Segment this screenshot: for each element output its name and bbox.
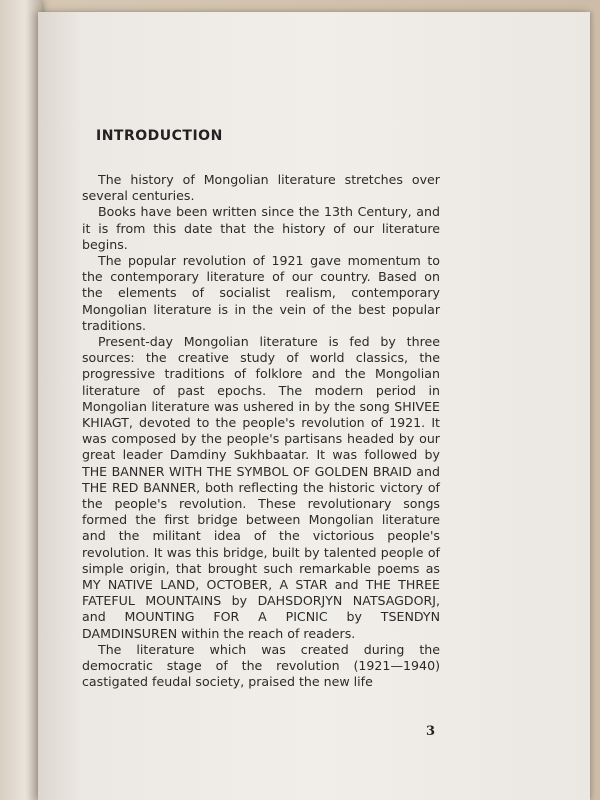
paragraph-5: The literature which was created during the democratic stage of the revolution (1921—1940) castigated feudal society, praised the new life <box>82 641 440 690</box>
paragraph-2: Books have been written since the 13th Century, and it is from this date that the history of our literature begins. <box>82 204 440 252</box>
paragraph-3: The popular revolution of 1921 gave momentum to the contemporary literature of our country. Based on the elements of socialist realism, contemporary Mongolian literature is in the vein of the best popular traditions. <box>82 253 440 333</box>
body-text <box>82 172 440 691</box>
left-page-edge <box>0 0 42 800</box>
page-number: 3 <box>426 724 436 739</box>
paragraph-1: The history of Mongolian literature stretches over several centuries. <box>82 172 440 204</box>
page-heading: INTRODUCTION <box>96 128 223 144</box>
paragraph-4: Present-day Mongolian literature is fed by three sources: the creative study of world classics, the progressive traditions of folklore and the Mongolian literature of past epochs. The modern period in Mongolian literature was ushered in by the song SHIVEE KHIAGT, devoted to the people's revolution of 1921. It was composed by the people's partisans headed by our great leader Damdiny Sukhbaatar. It was followed by THE BANNER WITH THE SYMBOL OF GOLDEN BRAID and THE RED BANNER, both reflecting the historic victory of the people's revolution. These revolutionary songs formed the first bridge between Mongolian literature and the militant idea of the victorious people's revolution. It was this bridge, built by talented people of simple origin, that brought such remarkable poems as MY NATIVE LAND, OCTOBER, A STAR and THE THREE FATEFUL MOUNTAINS by DAHSDORJYN NATSAGDORJ, and MOUNTING FOR A PICNIC by TSENDYN DAMDINSUREN within the reach of readers. <box>82 334 440 641</box>
